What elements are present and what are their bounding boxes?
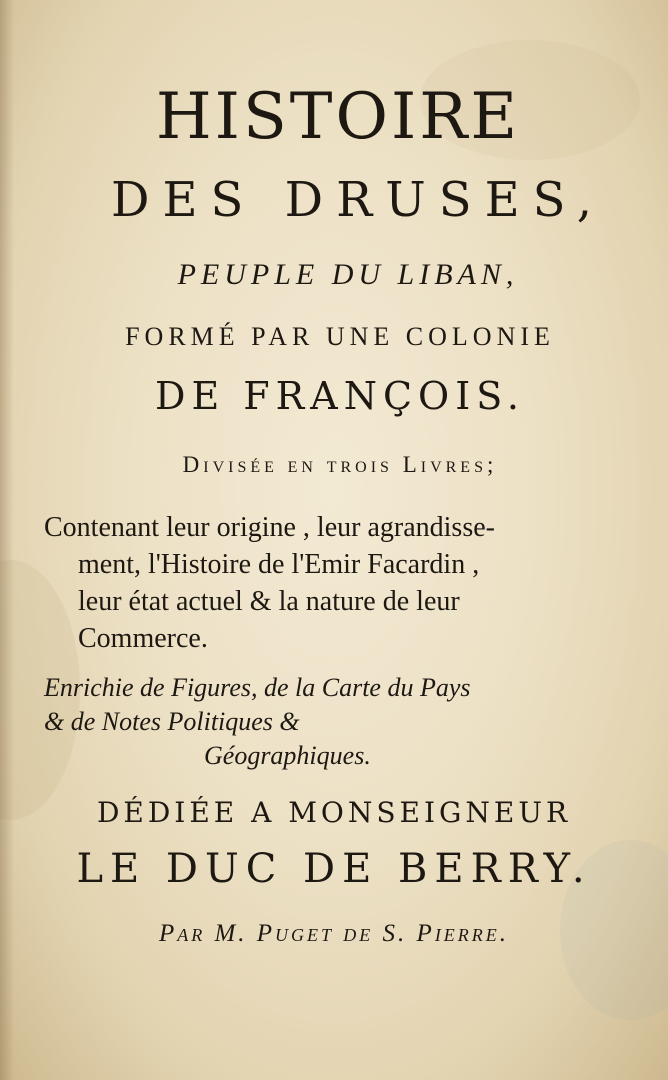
description-line: leur état actuel & la nature de leur	[78, 586, 460, 617]
description-line: Contenant leur origine , leur agrandisse-	[44, 512, 495, 543]
author-line: Par M. Puget de S. Pierre.	[158, 920, 510, 947]
subtitle-people: PEUPLE DU LIBAN,	[177, 258, 519, 291]
description-line: ment, l'Histoire de l'Emir Facardin ,	[78, 549, 480, 580]
dedication-line-1: DÉDIÉE A MONSEIGNEUR	[96, 796, 572, 829]
enrichment-line: & de Notes Politiques &	[44, 707, 300, 736]
dedication-line-2: LE DUC DE BERRY.	[76, 846, 592, 892]
enrichment-note	[44, 671, 644, 773]
book-divisions: Divisée en trois Livres;	[182, 452, 498, 477]
subtitle-francois: DE FRANÇOIS.	[155, 374, 525, 418]
book-title-line-2: DES DRUSES,	[110, 172, 606, 228]
book-title-line-1: HISTOIRE	[155, 80, 521, 154]
page-edge-shadow	[0, 0, 14, 1080]
enrichment-line: Géographiques.	[204, 741, 371, 770]
subtitle-colony: FORMÉ PAR UNE COLONIE	[125, 322, 555, 351]
description-line: Commerce.	[78, 623, 208, 654]
contents-description	[44, 509, 644, 657]
enrichment-line: Enrichie de Figures, de la Carte du Pays	[44, 673, 471, 702]
